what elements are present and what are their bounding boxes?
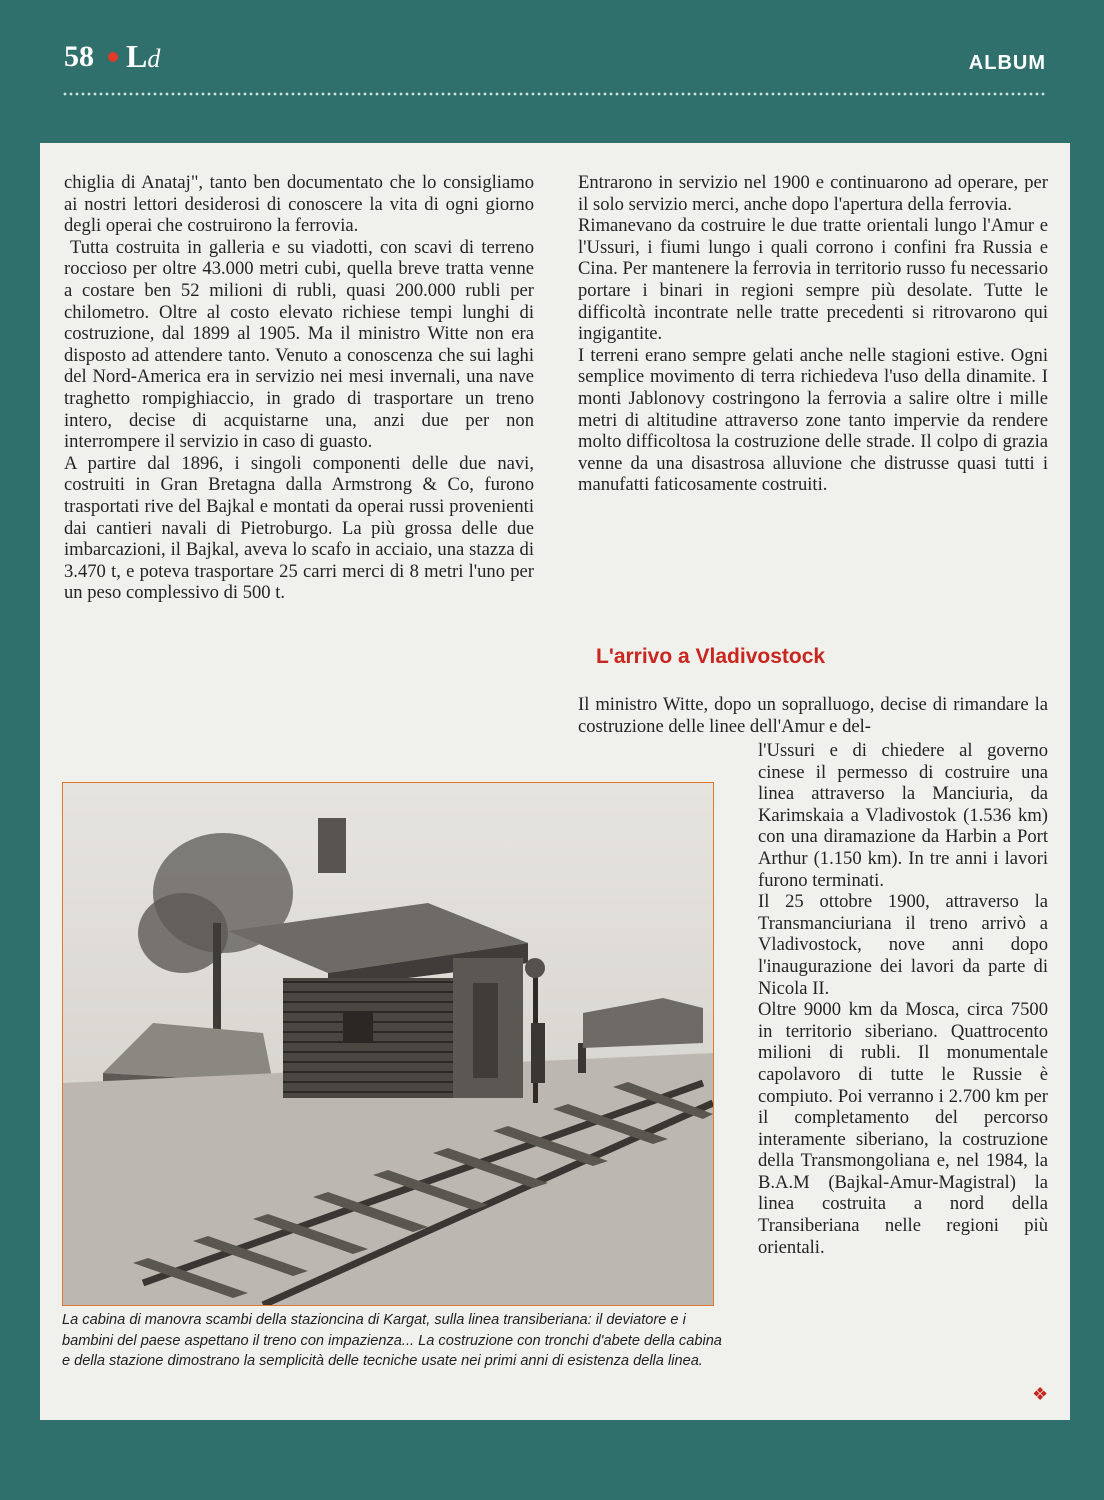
paragraph: Il 25 ottobre 1900, attraverso la Transmanciuriana il treno arrivò a Vladivostock, nove anni dopo l'inaugurazione dei lavori da parte di Nicola II.	[758, 891, 1048, 999]
paragraph: Rimanevano da costruire le due tratte orientali lungo l'Amur e l'Ussuri, i fiumi lungo i quali corrono i confini fra Russia e Cina. Per mantenere la ferrovia in territorio russo fu necessario portare i binari in regioni sempre più desolate. Tutte le difficoltà incontrate nelle tratte precedenti si ritrovarono qui ingigantite.	[578, 215, 1048, 345]
paragraph: I terreni erano sempre gelati anche nelle stagioni estive. Ogni semplice movimento di terra richiedeva l'uso della dinamite. I monti Jablonovy costringono la ferrovia a salire oltre i mille metri di altitudine attraverso zone tanto impervie da rendere molto difficoltosa la costruzione delle strade. Il colpo di grazia venne da una disastrosa alluvione che distrusse quasi tutti i manufatti faticosamente costruiti.	[578, 344, 1048, 496]
paragraph: Il ministro Witte, dopo un sopralluogo, decise di rimandare la costruzione delle linee dell'Amur e del-	[578, 694, 1048, 737]
end-of-article-icon: ❖	[1032, 1384, 1049, 1404]
left-column	[64, 172, 534, 604]
magazine-logo: Ld	[126, 38, 161, 74]
paragraph: A partire dal 1896, i singoli componenti delle due navi, costruiti in Gran Bretagna dalla Armstrong & Co, furono trasportati rive del Bajkal e montati da operai russi provenienti dai cantieri navali di Pietroburgo. La più grossa delle due imbarcazioni, il Bajkal, aveva lo scafo in acciaio, una stazza di 3.470 t, e poteva trasportare 25 carri merci di 8 metri l'uno per un peso complessivo di 500 t.	[64, 452, 534, 604]
paragraph: Tutta costruita in galleria e su viadotti, con scavi di terreno roccioso per oltre 43.000 metri cubi, quella breve tratta venne a costare ben 52 milioni di rubli, quasi 200.000 rubli per chilometro. Oltre al costo elevato richiese tempi lunghi di costruzione, dal 1899 al 1905. Ma il ministro Witte non era disposto ad attendere tanto. Venuto a conoscenza che sui laghi del Nord-America era in servizio nei mesi invernali, una nave traghetto rompighiaccio, in grado di trasportare un treno intero, decise di acquistarne una, anzi due per non interrompere il servizio in caso di guasto.	[64, 236, 534, 453]
bullet-icon	[108, 52, 118, 62]
page-header	[0, 0, 1104, 100]
page-number: 58	[64, 40, 94, 73]
paragraph: Entrarono in servizio nel 1900 e continuarono ad operare, per il solo servizio merci, anche dopo l'apertura della ferrovia.	[578, 172, 1048, 215]
section-heading: L'arrivo a Vladivostock	[596, 645, 826, 668]
paragraph: chiglia di Anataj", tanto ben documentato che lo consigliamo ai nostri lettori desiderosi di conoscere la vita di ogni giorno degli operai che costruirono la ferrovia.	[64, 172, 534, 237]
photo-caption: La cabina di manovra scambi della stazioncina di Kargat, sulla linea transiberiana: il deviatore e i bambini del paese aspettano il treno con impazienza... La costruzione con tronchi d'abete della cabina e della stazione dimostrano la semplicità delle tecniche usate nei primi anni di esistenza della linea.	[62, 1312, 722, 1370]
right-column-wide-paragraph	[578, 694, 1048, 737]
historic-photo	[62, 782, 714, 1306]
paragraph: l'Ussuri e di chiedere al governo cinese il permesso di costruire una linea attraverso la Manciuria, da Karimskaia a Vladivostok (1.536 km) con una diramazione da Harbin a Port Arthur (1.150 km). In tre anni i lavori furono terminati.	[758, 740, 1048, 891]
right-column	[578, 172, 1048, 496]
dotted-divider	[62, 92, 1046, 96]
photo-illustration	[63, 783, 713, 1305]
section-title: ALBUM	[968, 52, 1046, 74]
right-column-narrow	[758, 740, 1048, 1258]
paragraph: Oltre 9000 km da Mosca, circa 7500 in territorio siberiano. Quattrocento milioni di rubli. Il monumentale capolavoro di tutte le Russie è compiuto. Poi verranno i 2.700 km per il completamento del percorso interamente siberiano, la costruzione della Transmongoliana e, nel 1984, la B.A.M (Bajkal-Amur-Magistral) la linea costruita a nord della Transiberiana nelle regioni più orientali.	[758, 999, 1048, 1258]
